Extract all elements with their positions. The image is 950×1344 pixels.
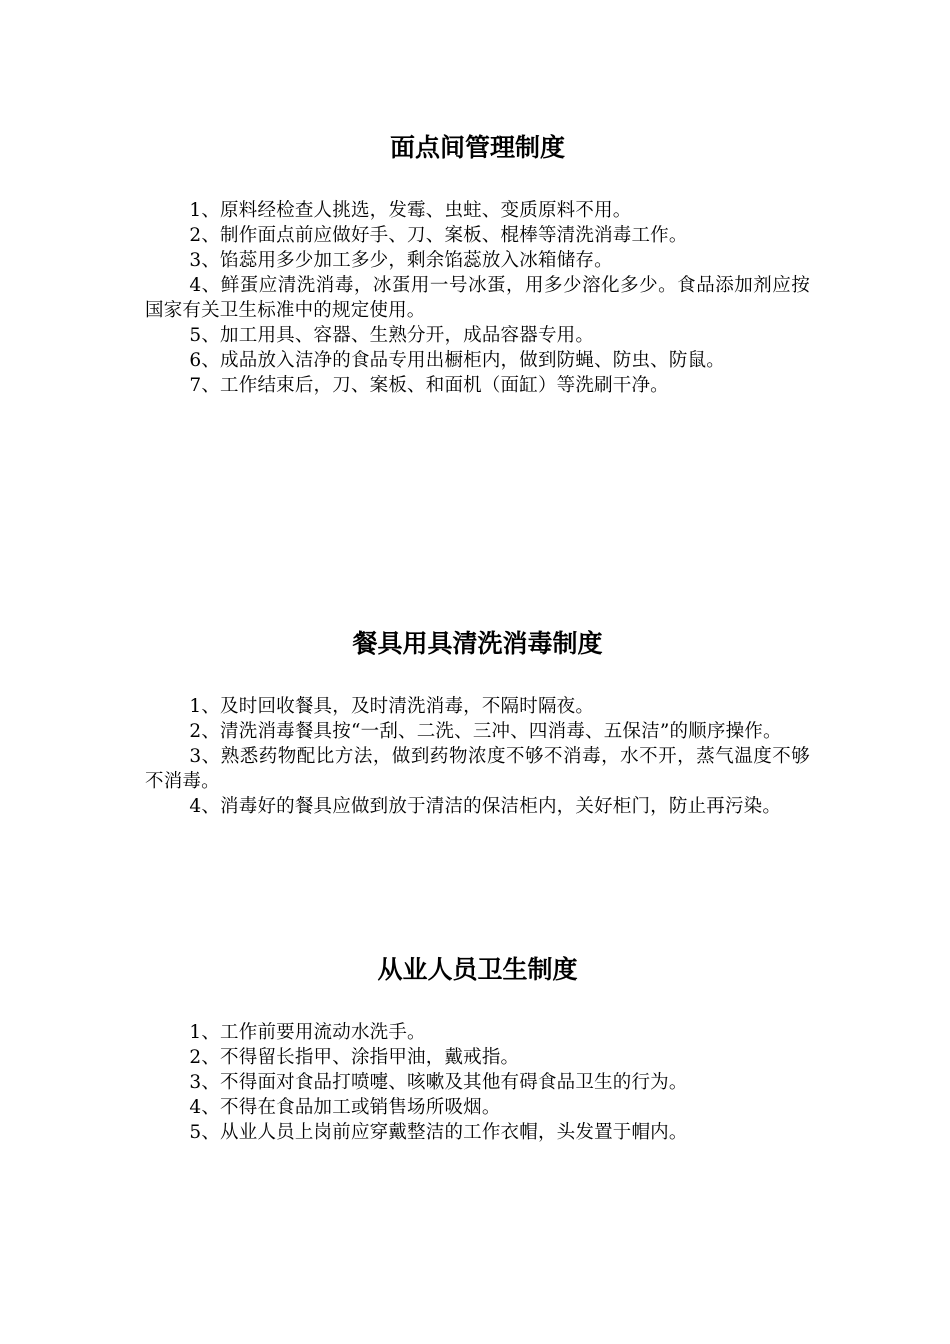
rules-list <box>145 1020 810 1145</box>
rule-item: 7、工作结束后，刀、案板、和面机（面缸）等洗刷干净。 <box>189 375 669 396</box>
rule-item: 2、制作面点前应做好手、刀、案板、棍棒等清洗消毒工作。 <box>189 225 688 246</box>
section-title: 面点间管理制度 <box>389 133 565 162</box>
rule-item: 3、馅蕊用多少加工多少，剩余馅蕊放入冰箱储存。 <box>189 250 613 271</box>
rule-item: 5、加工用具、容器、生熟分开，成品容器专用。 <box>189 325 595 346</box>
rules-list <box>145 198 810 398</box>
rules-list <box>145 694 810 819</box>
rule-item: 4、鲜蛋应清洗消毒，冰蛋用一号冰蛋，用多少溶化多少。食品添加剂应按国家有关卫生标准中的规定使用。 <box>145 275 810 321</box>
rule-item: 1、及时回收餐具，及时清洗消毒，不隔时隔夜。 <box>189 696 595 717</box>
section-noodle-room-rules <box>145 128 810 398</box>
section-tableware-disinfection-rules <box>145 624 810 819</box>
rule-item: 5、从业人员上岗前应穿戴整洁的工作衣帽，头发置于帽内。 <box>189 1122 688 1143</box>
section-staff-hygiene-rules <box>145 950 810 1145</box>
rule-item: 4、不得在食品加工或销售场所吸烟。 <box>189 1097 501 1118</box>
rule-item: 4、消毒好的餐具应做到放于清洁的保洁柜内，关好柜门，防止再污染。 <box>189 796 782 817</box>
rule-item: 6、成品放入洁净的食品专用出橱柜内，做到防蝇、防虫、防鼠。 <box>189 350 725 371</box>
rule-item: 3、熟悉药物配比方法，做到药物浓度不够不消毒，水不开，蒸气温度不够不消毒。 <box>145 746 810 792</box>
rule-item: 2、不得留长指甲、涂指甲油，戴戒指。 <box>189 1047 520 1068</box>
section-title: 从业人员卫生制度 <box>377 955 578 984</box>
rule-item: 1、原料经检查人挑选，发霉、虫蛀、变质原料不用。 <box>189 200 632 221</box>
rule-item: 3、不得面对食品打喷嚏、咳嗽及其他有碍食品卫生的行为。 <box>189 1072 688 1093</box>
rule-item: 1、工作前要用流动水洗手。 <box>189 1022 426 1043</box>
section-title: 餐具用具清洗消毒制度 <box>352 629 603 658</box>
rule-item: 2、清洗消毒餐具按“一刮、二洗、三冲、四消毒、五保洁”的顺序操作。 <box>189 721 782 742</box>
